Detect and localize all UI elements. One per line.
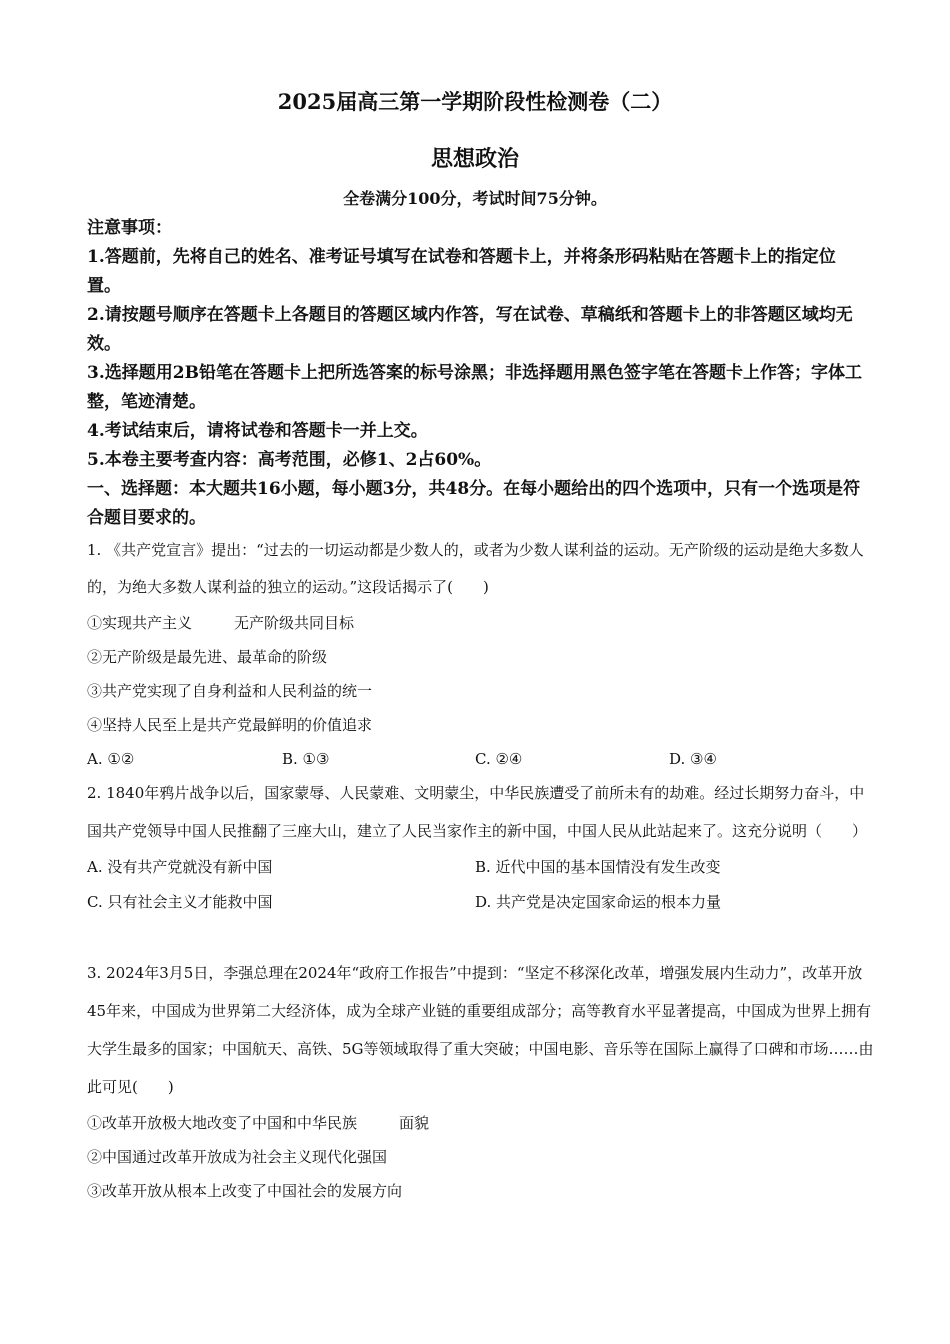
option-c[interactable]: C. 只有社会主义才能救中国: [87, 893, 273, 911]
statement-item: ④坚持人民至上是共产党最鲜明的价值追求: [87, 716, 373, 734]
subject-title: 思想政治: [430, 146, 519, 172]
option-b[interactable]: B. ①③: [282, 750, 330, 768]
note-item: 4.考试结束后，请将试卷和答题卡一并上交。: [87, 421, 428, 441]
answer-options: [87, 742, 877, 776]
statement-item: ②无产阶级是最先进、最革命的阶级: [87, 648, 328, 666]
option-d[interactable]: D. ③④: [669, 750, 717, 768]
question-3: [87, 954, 877, 1208]
statement-item: ③共产党实现了自身利益和人民利益的统一: [87, 682, 373, 700]
question-stem: 1. 《共产党宣言》提出：“过去的一切运动都是少数人的，或者为少数人谋利益的运动。无产阶级的运动是绝大多数人的，为绝大多数人谋利益的独立的运动。”这段话揭示了( ): [87, 541, 864, 596]
notes-block: [87, 214, 867, 533]
note-item: 2.请按题号顺序在答题卡上各题目的答题区域内作答，写在试卷、草稿纸和答题卡上的非答题区域均无效。: [87, 305, 853, 354]
question-stem: 3. 2024年3月5日，李强总理在2024年“政府工作报告”中提到：“坚定不移深化改革，增强发展内生动力”，改革开放45年来，中国成为世界第二大经济体，成为全球产业链的重要组成部分；高等教育水平显著提高，中国成为世界上拥有大学生最多的国家；中国航天、高铁、5G等领域取得了重大突破；中国电影、音乐等在国际上赢得了口碑和市场……由此可见( ): [87, 964, 874, 1096]
notes-heading: 注意事项：: [87, 218, 172, 238]
section-heading: 一、选择题：本大题共16小题，每小题3分，共48分。在每小题给出的四个选项中，只有一个选项是符合题目要求的。: [87, 479, 861, 528]
answer-options: [87, 850, 877, 885]
statement-item: ①实现共产主义 无产阶级共同目标: [87, 614, 355, 632]
option-a[interactable]: A. 没有共产党就没有新中国: [87, 858, 273, 876]
option-b[interactable]: B. 近代中国的基本国情没有发生改变: [475, 858, 721, 876]
exam-title: 2025届高三第一学期阶段性检测卷（二）: [277, 89, 673, 114]
option-d[interactable]: D. 共产党是决定国家命运的根本力量: [475, 893, 722, 911]
note-item: 1.答题前，先将自己的姓名、准考证号填写在试卷和答题卡上，并将条形码粘贴在答题卡上的指定位置。: [87, 247, 836, 296]
question-1: [87, 532, 877, 776]
statement-item: ②中国通过改革开放成为社会主义现代化强国: [87, 1148, 388, 1166]
statement-item: ①改革开放极大地改变了中国和中华民族 面貌: [87, 1114, 430, 1132]
note-item: 5.本卷主要考查内容：高考范围，必修1、2占60%。: [87, 450, 492, 470]
note-item: 3.选择题用2B铅笔在答题卡上把所选答案的标号涂黑；非选择题用黑色签字笔在答题卡上作答；字体工整，笔迹清楚。: [87, 363, 862, 412]
exam-info: 全卷满分100分，考试时间75分钟。: [343, 189, 607, 208]
statement-item: ③改革开放从根本上改变了中国社会的发展方向: [87, 1182, 403, 1200]
question-2: [87, 774, 877, 920]
option-a[interactable]: A. ①②: [87, 750, 135, 768]
question-stem: 2. 1840年鸦片战争以后，国家蒙辱、人民蒙难、文明蒙尘，中华民族遭受了前所未有的劫难。经过长期努力奋斗，中国共产党领导中国人民推翻了三座大山，建立了人民当家作主的新中国，中国人民从此站起来了。这充分说明（ ）: [87, 784, 868, 840]
option-c[interactable]: C. ②④: [475, 750, 523, 768]
answer-options: [87, 885, 877, 920]
